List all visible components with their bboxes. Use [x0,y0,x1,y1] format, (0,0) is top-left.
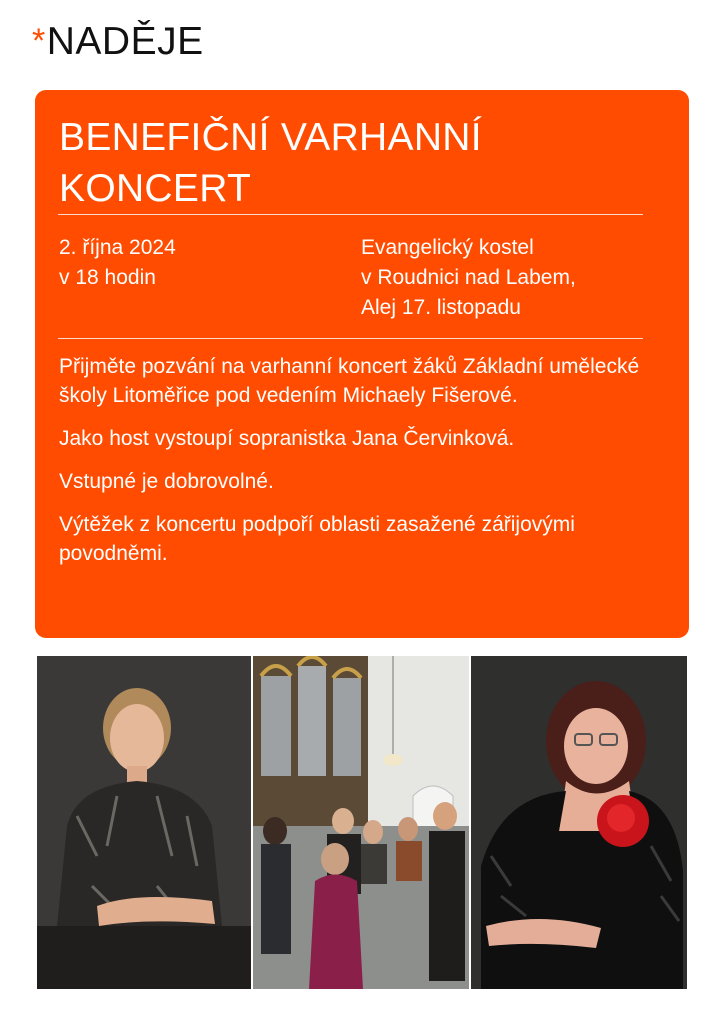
event-title [59,112,659,214]
venue-line-3: Alej 17. listopadu [361,296,521,319]
photo-students-at-organ [253,656,469,989]
event-date-time [59,233,176,293]
event-venue [361,233,576,323]
event-time: v 18 hodin [59,266,156,289]
photo-soprano-guest [471,656,687,989]
title-line-1: BENEFIČNÍ VARHANNÍ [59,116,482,159]
divider-bottom [58,338,643,339]
photo-organ-teacher [37,656,251,989]
logo [32,22,204,61]
event-date: 2. října 2024 [59,236,176,259]
title-line-2: KONCERT [59,167,252,210]
description-guest: Jako host vystoupí sopranistka Jana Červinková. [59,427,515,450]
event-description [59,352,659,582]
event-card [35,90,689,638]
asterisk-icon: * [32,22,46,60]
description-proceeds: Výtěžek z koncertu podpoří oblasti zasažené zářijovými povodněmi. [59,513,575,565]
venue-line-2: v Roudnici nad Labem, [361,266,576,289]
venue-line-1: Evangelický kostel [361,236,534,259]
photo-strip [37,656,687,989]
logo-text: NADĚJE [46,20,204,63]
divider-top [58,214,643,215]
description-invitation: Přijměte pozvání na varhanní koncert žáků Základní umělecké školy Litoměřice pod vedením Michaely Fišerové. [59,355,640,407]
description-admission: Vstupné je dobrovolné. [59,470,274,493]
